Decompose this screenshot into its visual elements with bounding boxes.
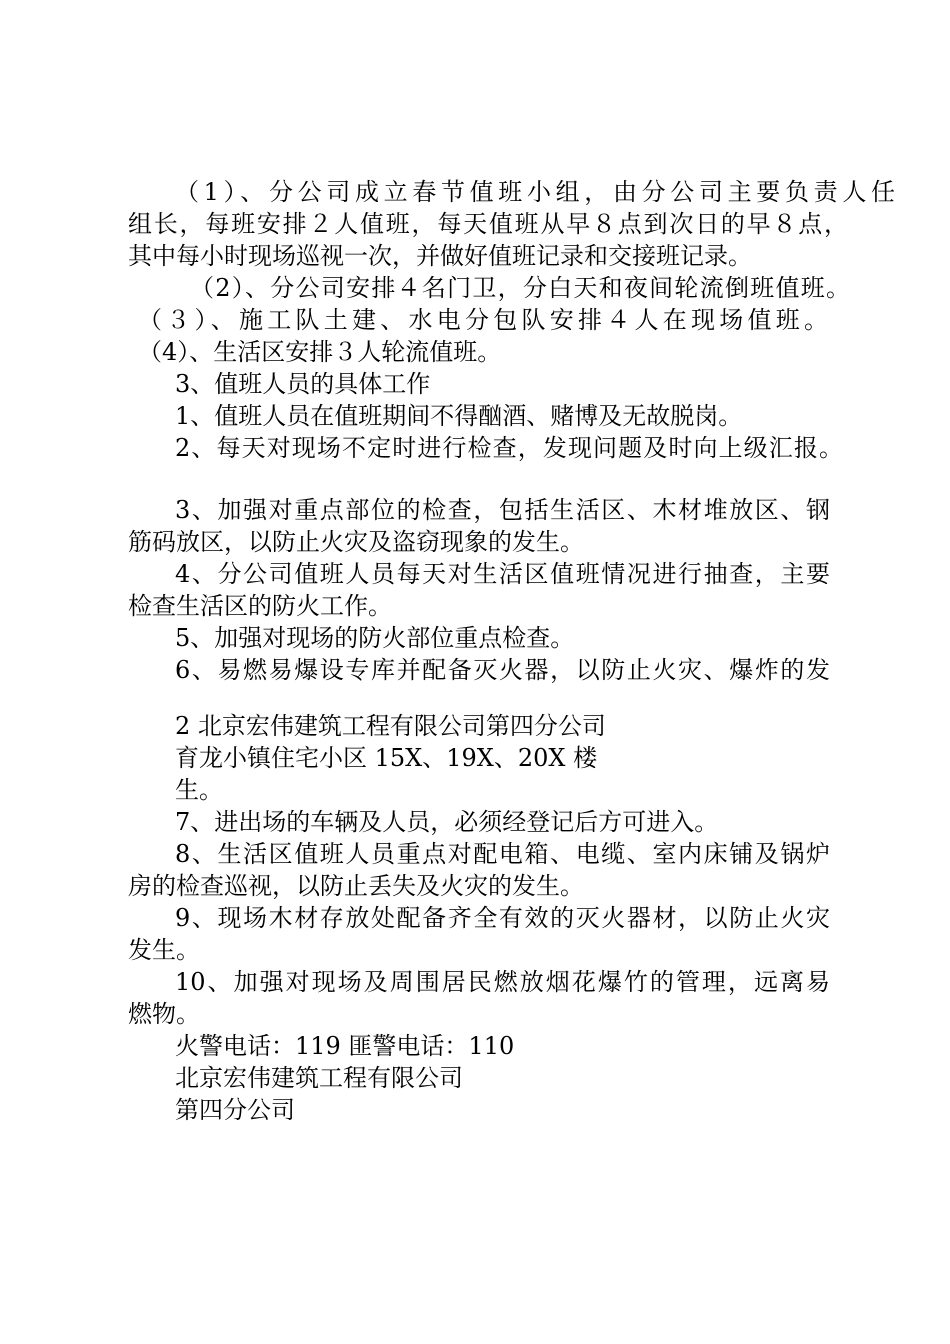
paragraph-line: 3、加强对重点部位的检查，包括生活区、木材堆放区、钢 xyxy=(175,496,830,524)
paragraph-line: 7、进出场的车辆及人员，必须经登记后方可进入。 xyxy=(175,808,719,836)
paragraph-line: 组长，每班安排２人值班，每天值班从早８点到次日的早８点， xyxy=(128,210,848,238)
paragraph-line: 10、加强对现场及周围居民燃放烟花爆竹的管理，远离易 xyxy=(175,968,830,996)
section-heading: 3、值班人员的具体工作 xyxy=(175,370,431,398)
paragraph-line: 8、生活区值班人员重点对配电箱、电缆、室内床铺及锅炉 xyxy=(175,840,830,868)
paragraph-line: 燃物。 xyxy=(128,1000,200,1028)
paragraph-line: （2）、分公司安排４名门卫，分白天和夜间轮流倒班值班。 xyxy=(190,274,850,302)
signature-company: 北京宏伟建筑工程有限公司 xyxy=(175,1064,463,1092)
paragraph-line: 5、加强对现场的防火部位重点检查。 xyxy=(175,624,575,652)
paragraph-line: 筋码放区，以防止火灾及盗窃现象的发生。 xyxy=(128,528,584,556)
paragraph-line: 1、值班人员在值班期间不得酗酒、赌博及无故脱岗。 xyxy=(175,402,743,430)
paragraph-line: （4）、生活区安排３人轮流值班。 xyxy=(138,338,502,366)
paragraph-line: 发生。 xyxy=(128,936,200,964)
page-footer-project: 育龙小镇住宅小区 15X、19X、20X 楼 xyxy=(175,744,598,772)
paragraph-line: 2、每天对现场不定时进行检查，发现问题及时向上级汇报。 xyxy=(175,434,843,462)
paragraph-line: 其中每小时现场巡视一次，并做好值班记录和交接班记录。 xyxy=(128,242,752,270)
signature-branch: 第四分公司 xyxy=(175,1096,295,1124)
emergency-phones: 火警电话：119 匪警电话：110 xyxy=(175,1032,515,1060)
page-footer-company: 2 北京宏伟建筑工程有限公司第四分公司 xyxy=(175,712,606,740)
paragraph-line: 房的检查巡视，以防止丢失及火灾的发生。 xyxy=(128,872,584,900)
paragraph-line: 检查生活区的防火工作。 xyxy=(128,592,392,620)
paragraph-line: 生。 xyxy=(175,776,223,804)
paragraph-line: （1）、分公司成立春节值班小组，由分公司主要负责人任 xyxy=(175,178,895,206)
paragraph-line: 6、易燃易爆设专库并配备灭火器，以防止火灾、爆炸的发 xyxy=(175,656,830,684)
paragraph-line: 9、现场木材存放处配备齐全有效的灭火器材，以防止火灾 xyxy=(175,904,830,932)
paragraph-line: （３）、施工队土建、水电分包队安排４人在现场值班。 xyxy=(138,306,828,334)
paragraph-line: 4、分公司值班人员每天对生活区值班情况进行抽查，主要 xyxy=(175,560,830,588)
